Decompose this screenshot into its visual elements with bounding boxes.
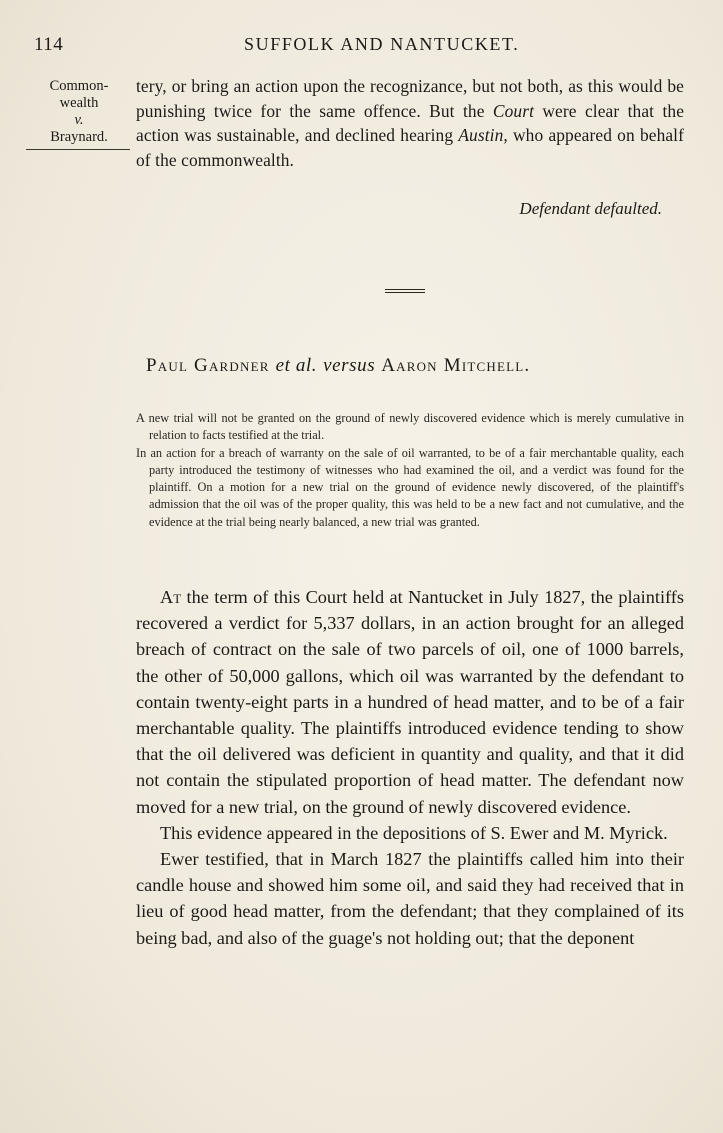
lead-word: At: [160, 587, 182, 607]
margin-note-line: v.: [74, 112, 84, 128]
opinion-body: [136, 584, 684, 951]
versus: versus: [323, 355, 376, 376]
margin-rule: [26, 149, 130, 150]
margin-note-line: Braynard.: [50, 129, 108, 145]
judgment-signoff: Defendant defaulted.: [519, 199, 662, 218]
body-paragraph: This evidence appeared in the depositions of S. Ewer and M. Myrick.: [160, 822, 668, 843]
body-paragraph: Ewer testified, that in March 1827 the plaintiffs called him into their candle house and showed him some oil, and said they had received that in lieu of good head matter, from the defendant; that they complained of its being bad, and also of the guage's not holding out; that the deponent: [136, 849, 684, 948]
continued-passage: [136, 74, 684, 172]
passage-italic: Austin,: [458, 125, 508, 145]
passage-text: were clear that the action was sustainable, and declined hearing: [136, 100, 685, 145]
case-title: [146, 355, 686, 377]
et-al: et al.: [275, 355, 318, 376]
margin-note-line: wealth: [59, 95, 99, 111]
passage-text: tery, or bring an action upon the recognizance, but not both, as this would be punishing twice for the same offence. But the: [136, 76, 684, 121]
margin-note: [30, 78, 128, 146]
passage-text: who appeared on behalf of the commonwealth.: [136, 125, 685, 170]
plaintiff-name: Paul Gardner: [146, 355, 270, 376]
section-divider: [385, 289, 425, 294]
defendant-name: Aaron Mitchell.: [381, 355, 531, 376]
page-number: 114: [34, 34, 64, 55]
body-text: the term of this Court held at Nantucket in July 1827, the plaintiffs recovered a verdict for 5,337 dollars, in an action brought for an alleged breach of contract on the sale of two parcels of oil, one of 1000 barrels, the other of 50,000 gallons, which oil was warranted by the defendant to contain twenty-eight parts in a hundred of head matter, and to be of a fair merchantable quality. The plaintiffs introduced evidence tending to show that the oil delivered was deficient in quantity and quality, and that it did not contain the stipulated proportion of head matter. The defendant now moved for a new trial, on the ground of newly discovered evidence.: [136, 587, 684, 817]
page-header: [34, 34, 684, 58]
running-head: SUFFOLK AND NANTUCKET.: [244, 34, 520, 54]
headnote: [136, 410, 684, 531]
passage-italic: Court: [492, 100, 534, 121]
continued-paragraph: [136, 74, 684, 172]
body-paragraph: [136, 584, 684, 820]
headnote-paragraph: In an action for a breach of warranty on the sale of oil warranted, to be of a fair merchantable quality, each party introduced the testimony of witnesses who had examined the oil, and a verdict was found for the plaintiff. On a motion for a new trial on the ground of evidence newly discovered, of the plaintiff's admission that the oil was of the proper quality, this was held to be a new fact and not cumulative, and the evidence at the trial being nearly balanced, a new trial was granted.: [136, 445, 684, 529]
headnote-paragraph: A new trial will not be granted on the ground of newly discovered evidence which is merely cumulative in relation to facts testified at the trial.: [136, 411, 684, 443]
margin-note-line: Common-: [49, 78, 109, 94]
